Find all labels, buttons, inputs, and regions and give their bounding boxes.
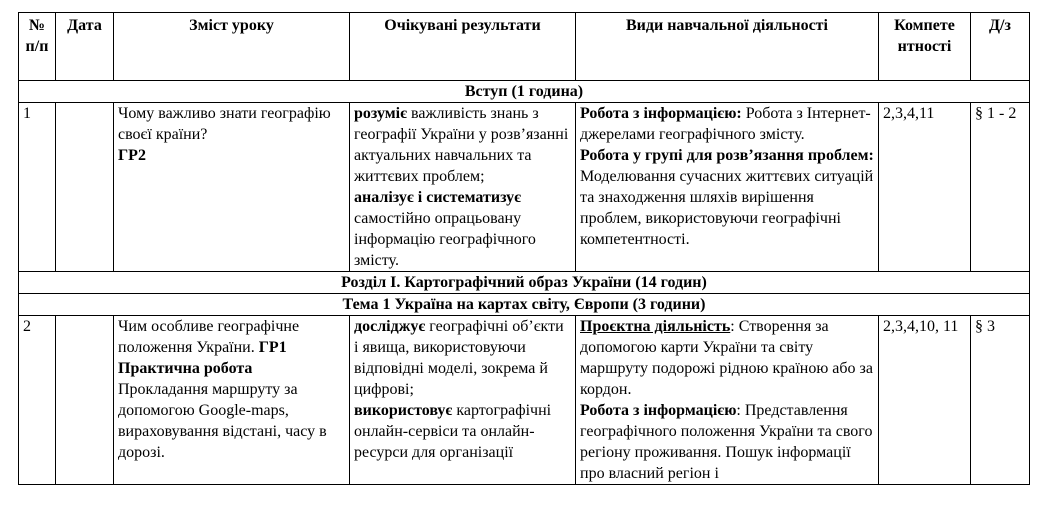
row-content [114, 103, 350, 272]
result-text: географічні об’єкти і явища, використовуючи відповідні моделі, зокрема й цифрові; [354, 318, 564, 398]
content-tag: ГР2 [118, 147, 146, 164]
section-row [19, 272, 1030, 294]
activity-head: Робота у групі для розв’язання проблем: [580, 147, 874, 164]
result-verb: досліджує [354, 318, 426, 335]
activity-text: Моделювання сучасних життєвих ситуацій та знаходження шляхів вирішення проблем, використовуючи географічні компетентності. [580, 168, 874, 248]
row-competences: 2,3,4,10, 11 [879, 316, 971, 485]
activity-text: : Створення за допомогою карти України та світу маршруту подорожі рідною країною або за кордон. [580, 318, 873, 398]
activity-text: : Представлення географічного положення України та свого регіону проживання. Пошук інформації про власний регіон і [580, 402, 873, 482]
content-title: Чим особливе географічне положення України. [118, 318, 300, 356]
practical-text: Прокладання маршруту за допомогою Google-maps, вираховування відстані, часу в дорозі. [118, 381, 327, 461]
header-activities: Види навчальної діяльності [576, 13, 879, 81]
row-num: 1 [19, 103, 56, 272]
activity-head: Робота з інформацією: [580, 105, 742, 122]
row-date [56, 316, 114, 485]
section-row [19, 81, 1030, 103]
result-text: важливість знань з географії України у розв’язанні актуальних навчальних та життєвих проблем; [354, 105, 569, 185]
header-homework: Д/з [971, 13, 1030, 81]
practical-label: Практична робота [118, 360, 253, 377]
header-content: Зміст уроку [114, 13, 350, 81]
section-intro: Вступ (1 година) [19, 81, 1030, 103]
result-text: картографічні онлайн-сервіси та онлайн-ресурси для організації [354, 402, 552, 461]
header-date: Дата [56, 13, 114, 81]
result-text: самостійно опрацьовану інформацію географічного змісту. [354, 210, 536, 269]
row-homework: § 3 [971, 316, 1030, 485]
result-verb: аналізує і систематизує [354, 189, 522, 206]
header-results: Очікувані результати [350, 13, 576, 81]
row-results [350, 103, 576, 272]
row-homework: § 1 - 2 [971, 103, 1030, 272]
lesson-plan-table [18, 12, 1030, 485]
table-row [19, 103, 1030, 272]
content-title: Чому важливо знати географію своєї країни? [118, 105, 331, 143]
result-verb: використовує [354, 402, 453, 419]
row-date [56, 103, 114, 272]
result-verb: розуміє [354, 105, 408, 122]
row-competences: 2,3,4,11 [879, 103, 971, 272]
row-activities [576, 103, 879, 272]
header-row [19, 13, 1030, 81]
activity-head: Проєктна діяльність [580, 318, 731, 335]
table-row [19, 316, 1030, 485]
section-part1: Розділ I. Картографічний образ України (14 годин) [19, 272, 1030, 294]
section-topic1: Тема 1 Україна на картах світу, Європи (3 години) [19, 294, 1030, 316]
section-row [19, 294, 1030, 316]
activity-text: Робота з Інтернет-джерелами географічного змісту. [580, 105, 871, 143]
content-tag: ГР1 [258, 339, 287, 356]
activity-head: Робота з інформацією [580, 402, 737, 419]
row-num: 2 [19, 316, 56, 485]
row-results [350, 316, 576, 485]
row-activities [576, 316, 879, 485]
header-num: № п/п [19, 13, 56, 81]
header-competences: Компете нтності [879, 13, 971, 81]
row-content [114, 316, 350, 485]
